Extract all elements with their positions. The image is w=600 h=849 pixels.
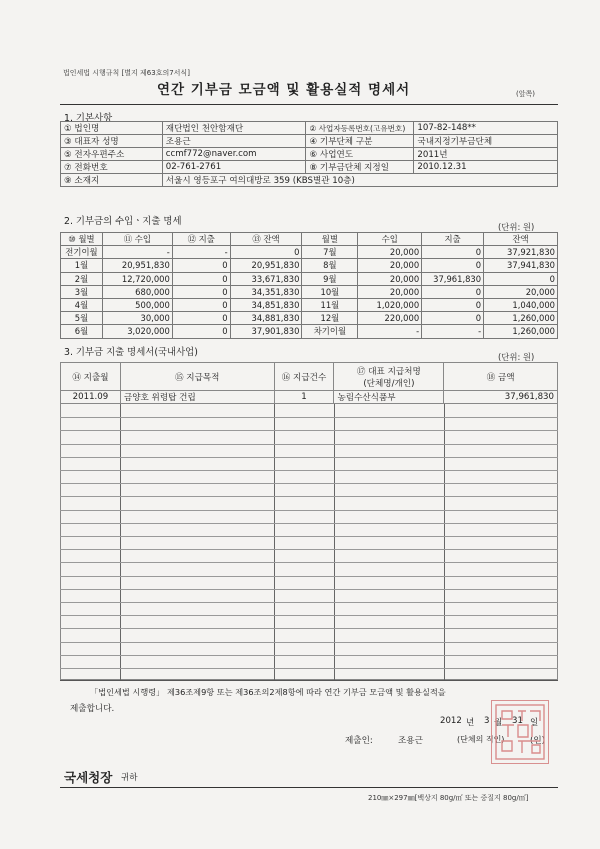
cell-income: - xyxy=(102,246,172,259)
paper-spec: 210㎜×297㎜[백상지 80g/㎡ 또는 중질지 80g/㎡] xyxy=(368,794,529,802)
cell-expense: - xyxy=(172,246,230,259)
income-expense-table xyxy=(60,232,558,339)
cell-value: ccmf772@naver.com xyxy=(162,148,306,161)
cell-income: 1,020,000 xyxy=(358,298,422,311)
ruled-line xyxy=(60,457,558,458)
organization-seal-icon xyxy=(491,700,549,764)
cell-amount: 37,961,830 xyxy=(444,391,558,404)
bottom-rule xyxy=(60,787,558,788)
cell-value: 2011년 xyxy=(414,148,558,161)
cell-date: 2011.09 xyxy=(61,391,121,404)
seal-mark: (인) xyxy=(530,736,546,746)
col-header-amount: ⑱ 금액 xyxy=(444,363,558,391)
cell-balance: 20,951,830 xyxy=(230,259,302,272)
cell-expense: 0 xyxy=(172,259,230,272)
ruled-line xyxy=(60,483,558,484)
cell-income: 680,000 xyxy=(102,285,172,298)
cell-expense: 37,961,830 xyxy=(422,272,484,285)
cell-label: ② 사업자등록번호(고유번호) xyxy=(306,122,414,135)
cell-balance: 1,040,000 xyxy=(484,298,558,311)
col-header-expense: 지출 xyxy=(422,233,484,246)
cell-balance: 0 xyxy=(230,246,302,259)
ruled-line xyxy=(60,655,558,656)
form-reference: 법인세법 시행규칙 [별지 제63호의7서식] xyxy=(63,69,190,77)
ruled-line xyxy=(60,430,558,431)
addressee-suffix: 귀하 xyxy=(121,773,138,783)
ruled-line xyxy=(60,615,558,616)
ruled-line xyxy=(60,562,558,563)
cell-income: 20,000 xyxy=(358,259,422,272)
ruled-line xyxy=(60,602,558,603)
cell-value: 02-761-2761 xyxy=(162,161,306,174)
cell-month: 7월 xyxy=(302,246,358,259)
ruled-line xyxy=(60,444,558,445)
basic-info-row xyxy=(61,174,558,187)
cell-balance: 34,851,830 xyxy=(230,298,302,311)
column-divider xyxy=(120,404,121,680)
basic-info-row xyxy=(61,122,558,135)
ruled-line xyxy=(60,536,558,537)
cell-expense: 0 xyxy=(172,325,230,338)
cell-label: ③ 대표자 성명 xyxy=(61,135,163,148)
declaration-top-rule xyxy=(60,680,558,681)
cell-value: 조용근 xyxy=(162,135,306,148)
basic-info-table xyxy=(60,121,558,187)
col-header-income: 수입 xyxy=(358,233,422,246)
cell-income: 20,000 xyxy=(358,246,422,259)
cell-month: 4월 xyxy=(61,298,103,311)
cell-month: 1월 xyxy=(61,259,103,272)
table-header-row xyxy=(61,363,558,391)
cell-value: 국내지정기부금단체 xyxy=(414,135,558,148)
table-row xyxy=(61,259,558,272)
cell-value: 재단법인 천안함재단 xyxy=(162,122,306,135)
table-row xyxy=(61,272,558,285)
ruled-line xyxy=(60,496,558,497)
cell-balance: 34,881,830 xyxy=(230,312,302,325)
cell-balance: 1,260,000 xyxy=(484,325,558,338)
cell-purpose: 금양호 위령탑 건립 xyxy=(120,391,274,404)
expense-detail-table xyxy=(60,362,558,404)
cell-month: 8월 xyxy=(302,259,358,272)
cell-balance: 34,351,830 xyxy=(230,285,302,298)
recipient-header-line1: ⑰ 대표 지급처명 xyxy=(356,366,421,377)
col-header-count: ⑯ 지급건수 xyxy=(274,363,334,391)
cell-income: 20,000 xyxy=(358,272,422,285)
col-header-date: ⑭ 지출월 xyxy=(61,363,121,391)
cell-month: 10월 xyxy=(302,285,358,298)
col-header-recipient xyxy=(334,363,444,391)
cell-expense: 0 xyxy=(172,312,230,325)
ruled-line xyxy=(60,642,558,643)
top-rule xyxy=(60,104,558,105)
stamp-note: (단체의 직인) xyxy=(457,735,505,744)
section2-heading: 2. 기부금의 수입ㆍ지출 명세 xyxy=(64,216,182,227)
ruled-line xyxy=(60,668,558,669)
cell-balance: 0 xyxy=(484,272,558,285)
date-day-unit: 일 xyxy=(530,718,539,728)
table-row xyxy=(61,312,558,325)
cell-income: 220,000 xyxy=(358,312,422,325)
ruled-line xyxy=(60,417,558,418)
cell-balance: 37,901,830 xyxy=(230,325,302,338)
cell-expense: 0 xyxy=(422,285,484,298)
ruled-line xyxy=(60,523,558,524)
ruled-line xyxy=(60,470,558,471)
ruled-line xyxy=(60,628,558,629)
cell-balance: 37,941,830 xyxy=(484,259,558,272)
cell-label: ⑨ 소재지 xyxy=(61,174,163,187)
col-header-income: ⑪ 수입 xyxy=(102,233,172,246)
cell-month: 9월 xyxy=(302,272,358,285)
cell-label: ① 법인명 xyxy=(61,122,163,135)
cell-label: ⑥ 사업연도 xyxy=(306,148,414,161)
col-header-purpose: ⑮ 지급목적 xyxy=(120,363,274,391)
table-row xyxy=(61,246,558,259)
expense-empty-area xyxy=(60,404,558,680)
cell-balance: 37,921,830 xyxy=(484,246,558,259)
cell-income: - xyxy=(358,325,422,338)
section1-heading: 1. 기본사항 xyxy=(64,113,113,124)
basic-info-row xyxy=(61,148,558,161)
date-year-unit: 년 xyxy=(466,718,475,728)
cell-label: ⑧ 기부금단체 지정일 xyxy=(306,161,414,174)
declaration-line2: 제출합니다. xyxy=(70,704,115,714)
table-header-row xyxy=(61,233,558,246)
section3-unit: (단위: 원) xyxy=(498,352,535,362)
col-header-month: 월별 xyxy=(302,233,358,246)
table-row xyxy=(61,298,558,311)
cell-income: 3,020,000 xyxy=(102,325,172,338)
cell-expense: 0 xyxy=(422,259,484,272)
cell-expense: 0 xyxy=(172,285,230,298)
cell-month: 2월 xyxy=(61,272,103,285)
cell-label: ⑦ 전화번호 xyxy=(61,161,163,174)
section3-heading: 3. 기부금 지출 명세서(국내사업) xyxy=(64,347,198,358)
declaration-line1: 「법인세법 시행령」 제36조제9항 또는 제36조의2제8항에 따라 연간 기부금 모금액 및 활용실적을 xyxy=(90,687,446,697)
cell-income: 20,951,830 xyxy=(102,259,172,272)
cell-month: 6월 xyxy=(61,325,103,338)
cell-month: 차기이월 xyxy=(302,325,358,338)
date-year: 2012 xyxy=(440,716,462,726)
column-divider xyxy=(274,404,275,680)
cell-income: 30,000 xyxy=(102,312,172,325)
ruled-line xyxy=(60,510,558,511)
address-value: 서울시 영등포구 여의대방로 359 (KBS별관 10층) xyxy=(162,174,557,187)
column-divider xyxy=(334,404,335,680)
cell-expense: - xyxy=(422,325,484,338)
cell-value: 107-82-148** xyxy=(414,122,558,135)
cell-label: ④ 기부단체 구분 xyxy=(306,135,414,148)
cell-income: 20,000 xyxy=(358,285,422,298)
addressee: 국세청장 xyxy=(64,770,113,785)
cell-expense: 0 xyxy=(422,298,484,311)
cell-recipient: 농림수산식품부 xyxy=(334,391,444,404)
col-header-balance: ⑬ 잔액 xyxy=(230,233,302,246)
ruled-line xyxy=(60,549,558,550)
col-header-month: ⑩ 월별 xyxy=(61,233,103,246)
cell-income: 500,000 xyxy=(102,298,172,311)
cell-balance: 1,260,000 xyxy=(484,312,558,325)
date-day: 31 xyxy=(512,716,523,726)
cell-expense: 0 xyxy=(172,272,230,285)
basic-info-row xyxy=(61,135,558,148)
table-row xyxy=(61,391,558,404)
page-side-label: (앞쪽) xyxy=(516,90,535,98)
cell-month: 3월 xyxy=(61,285,103,298)
date-month-unit: 월 xyxy=(494,718,503,728)
document-title: 연간 기부금 모금액 및 활용실적 명세서 xyxy=(157,82,411,98)
table-row xyxy=(61,325,558,338)
cell-balance: 20,000 xyxy=(484,285,558,298)
cell-month: 11월 xyxy=(302,298,358,311)
table-row xyxy=(61,285,558,298)
cell-month: 전기이월 xyxy=(61,246,103,259)
col-header-balance: 잔액 xyxy=(484,233,558,246)
column-divider xyxy=(444,404,445,680)
cell-count: 1 xyxy=(274,391,334,404)
cell-expense: 0 xyxy=(422,246,484,259)
submitter-label: 제출인: xyxy=(345,736,373,746)
cell-expense: 0 xyxy=(422,312,484,325)
cell-income: 12,720,000 xyxy=(102,272,172,285)
ruled-line xyxy=(60,589,558,590)
submitter-name: 조용근 xyxy=(398,736,423,746)
date-month: 3 xyxy=(484,716,490,726)
cell-month: 5월 xyxy=(61,312,103,325)
cell-label: ⑤ 전자우편주소 xyxy=(61,148,163,161)
cell-balance: 33,671,830 xyxy=(230,272,302,285)
recipient-header-line2: (단체명/개인) xyxy=(363,378,415,389)
cell-expense: 0 xyxy=(172,298,230,311)
section2-unit: (단위: 원) xyxy=(498,222,535,232)
cell-month: 12월 xyxy=(302,312,358,325)
col-header-expense: ⑫ 지출 xyxy=(172,233,230,246)
ruled-line xyxy=(60,576,558,577)
basic-info-row xyxy=(61,161,558,174)
cell-value: 2010.12.31 xyxy=(414,161,558,174)
